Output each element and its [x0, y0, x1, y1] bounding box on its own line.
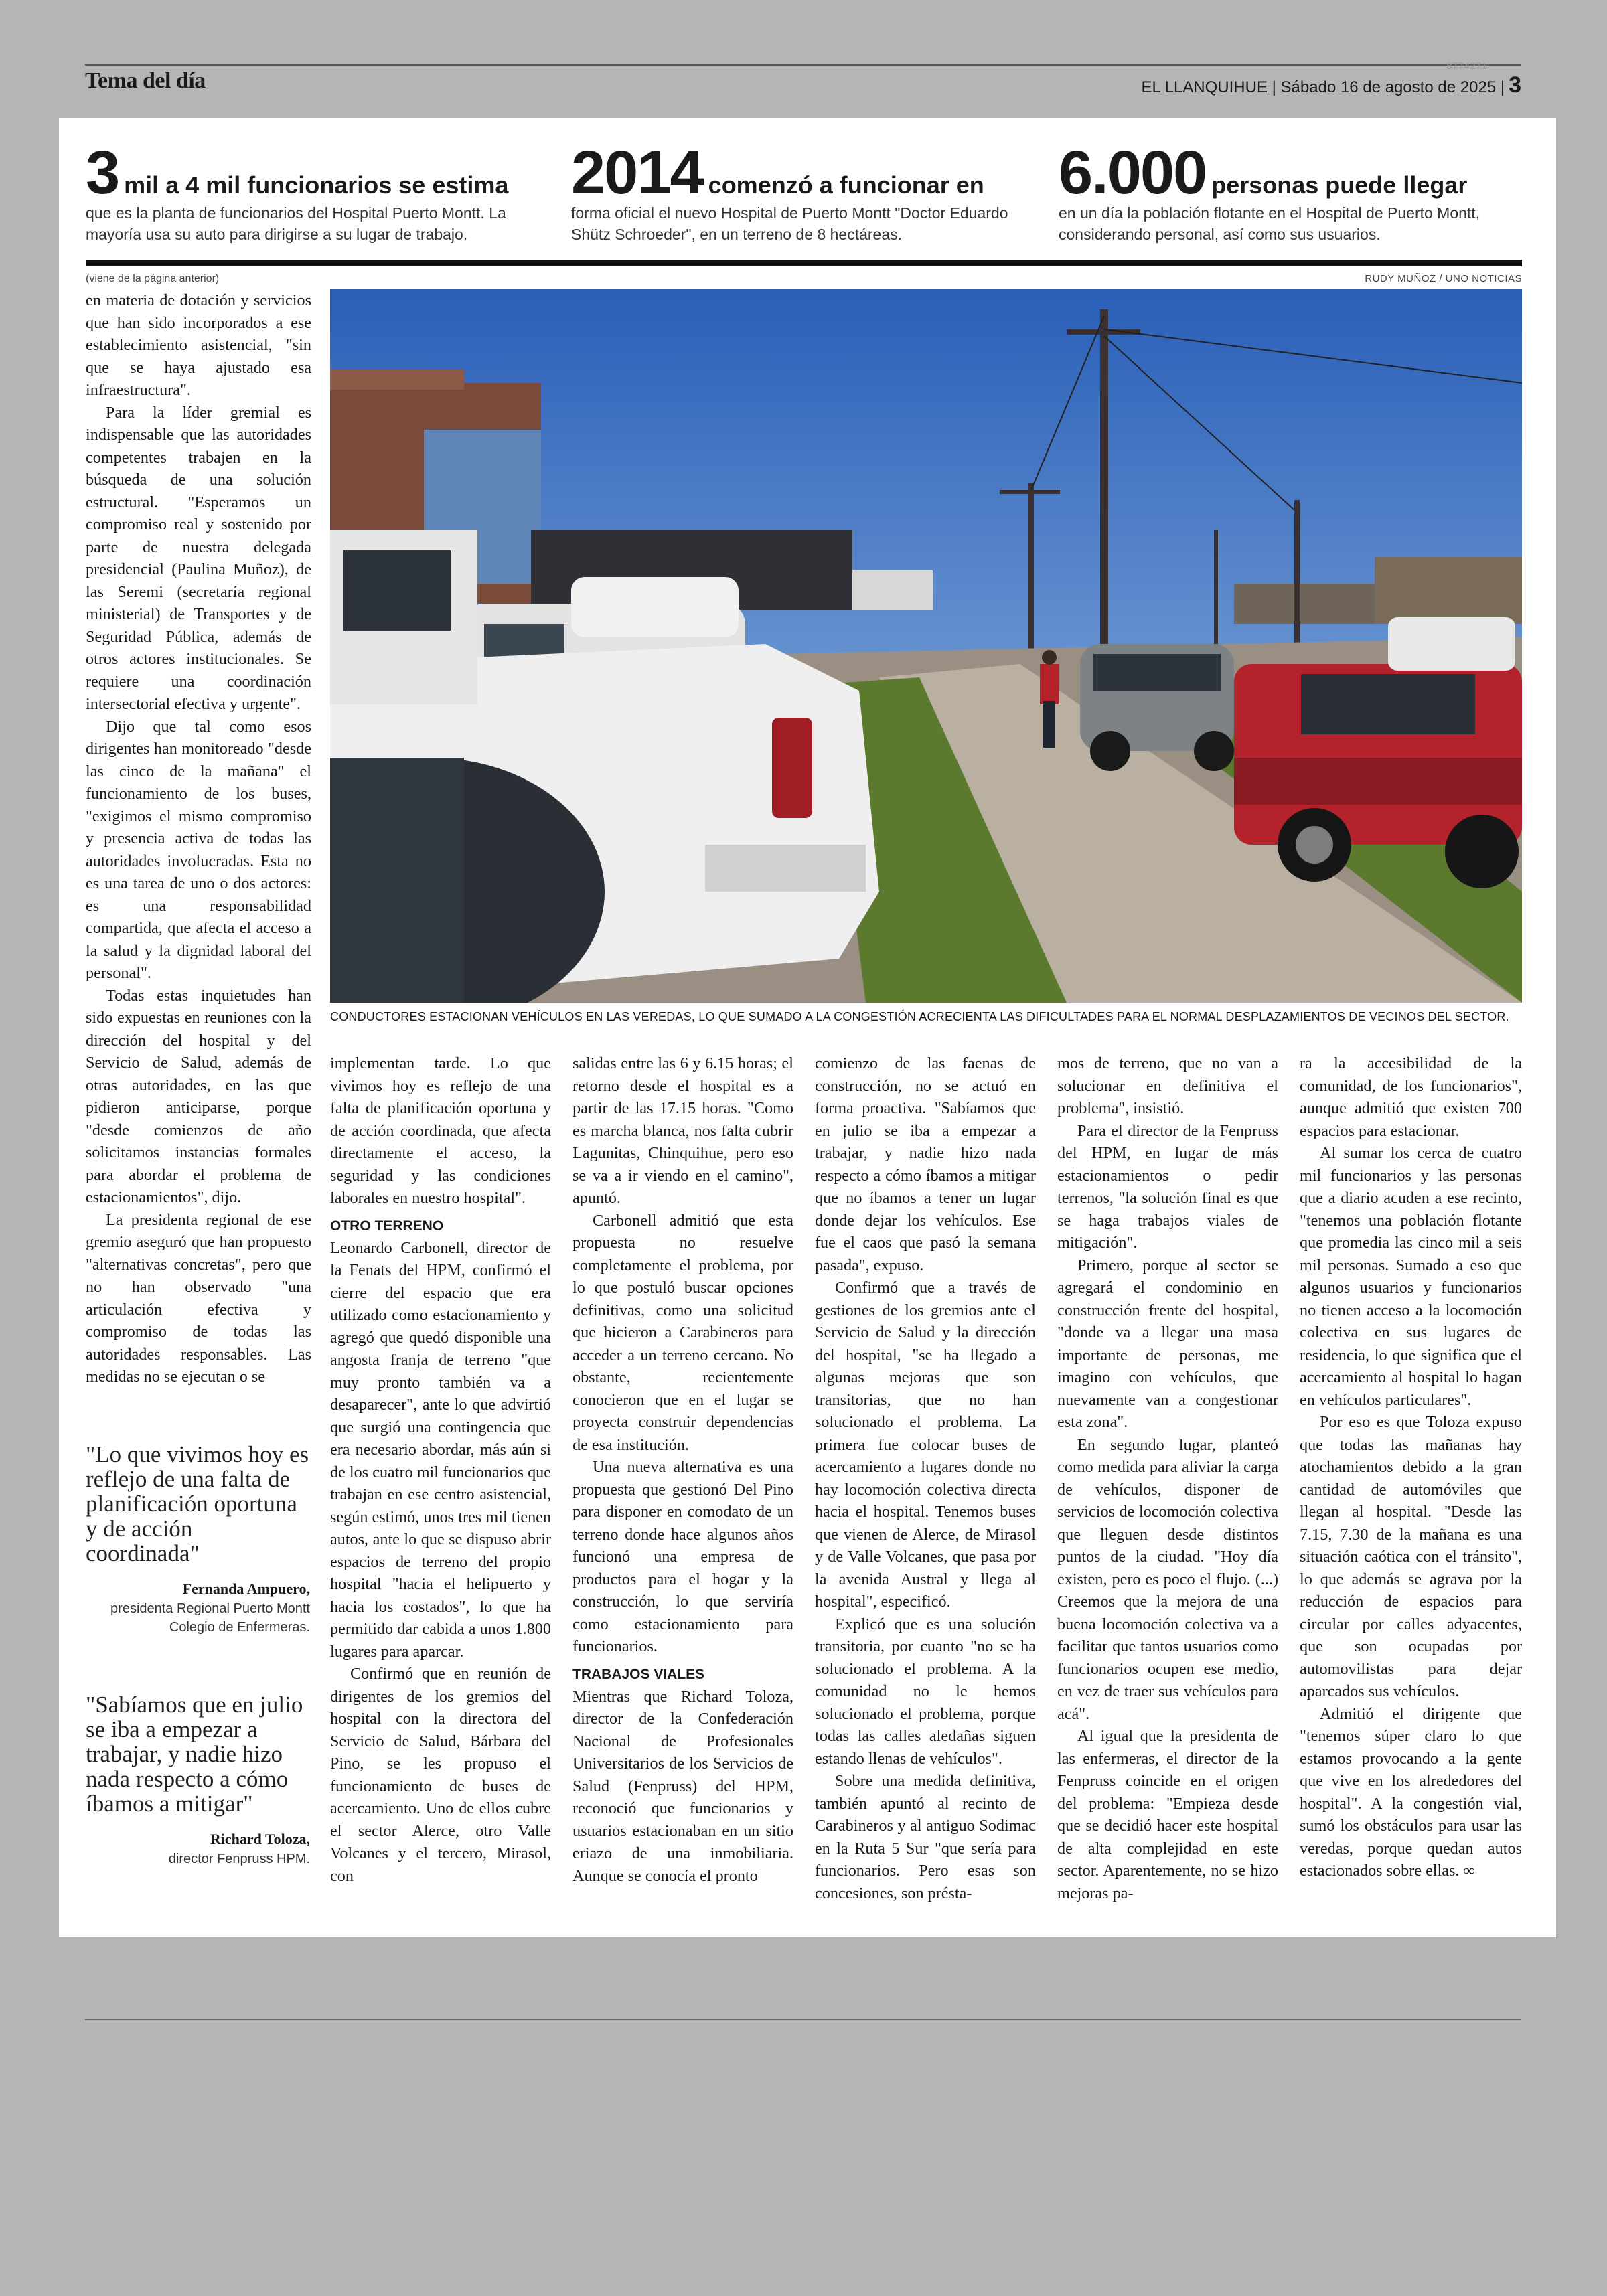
continuation-note: (viene de la página anterior) — [86, 273, 220, 284]
article-column-6 — [1300, 1052, 1522, 1882]
stats-row — [86, 139, 1522, 278]
paragraph: Al sumar los cerca de cuatro mil funcionarios y las personas que a diario acuden a ese recinto, "tenemos una población flotante que promedia las cinco mil a seis mil personas. Sumado a eso que algunos usuarios y funcionarios no tienen acceso a la locomoción colectiva en sus lugares de residencia, lo que significa que el acercamiento al hospital lo hagan en vehículos particulares". — [1300, 1144, 1522, 1409]
paragraph: Al igual que la presidenta de las enfermeras, el director de la Fenpruss coincide en el origen del problema: "Empieza desde que se decidió hacer este hospital de alta complejidad en este sector. Aparentemente, no se hizo mejoras pa- — [1057, 1727, 1278, 1902]
divider-rule — [86, 260, 1522, 266]
paragraph: Mientras que Richard Toloza, director de la Confederación Nacional de Profesionales Universitarios de los Servicios de Salud (Fenpruss) del HPM, reconoció que funcionarios y usuarios estacionaban en un sitio eriazo de una inmobiliaria. Aunque se conocía el pronto — [572, 1687, 793, 1885]
paragraph: implementan tarde. Lo que vivimos hoy es reflejo de una falta de planificación oportuna y de acción coordinada, que afecta directamente el acceso, la seguridad y las condiciones laborales en nuestro hospital". — [330, 1054, 551, 1207]
quote-text: "Lo que vivimos hoy es reflejo de una falta de planificación oportuna y de acción coordinada" — [86, 1441, 309, 1566]
subhead: OTRO TERRENO — [330, 1218, 444, 1234]
paragraph: Por eso es que Toloza expuso que todas las mañanas hay atochamientos debido a la gran cantidad de automóviles que llegan al hospital. "Desde las 7.15, 7.30 de la mañana es una situación caótica con el tránsito", lo que además se agrava por la reducción de espacios para circular por calles adyacentes, que son ocupadas por automovilistas para dejar aparcados sus vehículos. — [1300, 1413, 1522, 1700]
paragraph: Una nueva alternativa es una propuesta que gestionó Del Pino para disponer en comodato de un terreno donde hace algunos años funcionó una empresa de productos para el hogar y la construcción, lo que serviría como estacionamiento para funcionarios. — [572, 1458, 793, 1655]
section-label: Tema del día — [85, 68, 206, 93]
stat-number: 3 — [86, 139, 119, 207]
stat-headline: personas puede llegar — [1211, 171, 1468, 199]
quote-author: Fernanda Ampuero, — [182, 1580, 310, 1597]
paragraph: en materia de dotación y servicios que han sido incorporados a ese establecimiento asistencial, "sin que se haya ajustado esa infraestructura". — [86, 291, 311, 399]
paragraph: mos de terreno, que no van a solucionar en definitiva el problema", insistió. — [1057, 1054, 1278, 1117]
article-column-3 — [572, 1052, 793, 1887]
quote-author: Richard Toloza, — [210, 1831, 310, 1848]
stat-3 — [1059, 139, 1522, 245]
paragraph: Dijo que tal como esos dirigentes han monitoreado "desde las cinco de la mañana" el funcionamiento de los buses, "exigimos el mismo compromiso y presencia activa de todas las autoridades involucradas. Esta no es una tarea de uno o dos actores: es una responsabilidad compartida, que afecta el acceso a la salud y la dignidad laboral del personal". — [86, 717, 311, 982]
stat-number: 6.000 — [1059, 139, 1207, 207]
paragraph: Explicó que es una solución transitoria, por cuanto "no se ha solucionado el problema. A la comunidad no le hemos solucionado el problema, porque todas las calles aledañas siguen estando llenas de vehículos". — [815, 1615, 1036, 1768]
news-photo — [330, 289, 1522, 1003]
paragraph: Carbonell admitió que esta propuesta no resuelve completamente el problema, por lo que postuló buscar opciones definitivas, como una solicitud que hicieron a Carabineros para acceder a un terreno cercano. No obstante, recientemente conocieron que en el lugar se proyecta construir dependencias de esa institución. — [572, 1211, 793, 1454]
page-stamp: 8774271 — [1446, 60, 1488, 71]
subhead: TRABAJOS VIALES — [572, 1666, 705, 1682]
stat-number: 2014 — [571, 139, 703, 207]
quote-role: presidenta Regional Puerto Montt Colegio de Enfermeras. — [110, 1601, 310, 1635]
stat-description: forma oficial el nuevo Hospital de Puerto Montt "Doctor Eduardo Shütz Schroeder", en un terreno de 8 hectáreas. — [571, 204, 1008, 243]
newspaper-page — [59, 118, 1556, 1937]
pull-quote-2 — [86, 1692, 310, 1868]
publication-line: EL LLANQUIHUE | Sábado 16 de agosto de 2025 | — [1141, 78, 1505, 96]
stat-description: que es la planta de funcionarios del Hospital Puerto Montt. La mayoría usa su auto para dirigirse a su lugar de trabajo. — [86, 204, 506, 243]
paragraph: Confirmó que a través de gestiones de los gremios ante el Servicio de Salud y la dirección del hospital, "se ha llegado a algunas mejoras que son transitorias, que no han solucionado el problema. La primera fue colocar buses de acercamiento a lugares donde no hay locomoción colectiva directa hacia el hospital. Tenemos buses que vienen de Alerce, de Mirasol y de Valle Volcanes, que pasa por la avenida Austral y llega al hospital", especificó. — [815, 1279, 1036, 1611]
stat-1 — [86, 139, 548, 245]
paragraph: La presidenta regional de ese gremio aseguró que han propuesto "alternativas concretas", pero que no han observado "una articulación efectiva y compromiso de todas las autoridades responsables. Las medidas no se ejecutan o se — [86, 1210, 311, 1386]
article-column-5 — [1057, 1052, 1278, 1904]
photo-caption: CONDUCTORES ESTACIONAN VEHÍCULOS EN LAS VEREDAS, LO QUE SUMADO A LA CONGESTIÓN ACRECIENTA LAS DIFICULTADES PARA EL NORMAL DESPLAZAMIENTOS DE VECINOS DEL SECTOR. — [330, 1010, 1509, 1023]
article-column-1 — [86, 289, 311, 1388]
parking-photo-illustration — [330, 289, 1522, 1003]
paragraph: Confirmó que en reunión de dirigentes de los gremios del hospital con la directora del Servicio de Salud, Bárbara del Pino, se les propuso el funcionamiento de buses de acercamiento. Uno de ellos cubre el sector Alerce, otro Valle Volcanes y el tercero, Mirasol, con — [330, 1665, 551, 1885]
stat-headline: mil a 4 mil funcionarios se estima — [124, 171, 509, 199]
paragraph: Para el director de la Fenpruss del HPM, en lugar de más estacionamientos o pedir terrenos, "la solución final es que se haga trabajos viales de mitigación". — [1057, 1121, 1278, 1252]
paragraph: comienzo de las faenas de construcción, no se actuó en forma proactiva. "Sabíamos que en julio se iba a empezar a trabajar, y nadie hizo nada respecto a cómo íbamos a mitigar que no íbamos a tener un lugar donde dejar los vehículos. Ese fue el caos que pasó la semana pasada", expuso. — [815, 1054, 1036, 1275]
article-column-2 — [330, 1052, 551, 1887]
paragraph: Primero, porque al sector se agregará el condominio en construcción frente del hospital, "donde va a llegar una masa importante de personas, me imagino con vehículos, que nuevamente van a congestionar esta zona". — [1057, 1256, 1278, 1431]
paragraph: En segundo lugar, planteó como medida para aliviar la carga de vehículos, disponer de servicios de locomoción colectiva que lleguen desde distintos puntos de la ciudad. "Hoy día existen, pero es poco el flujo. (...) Creemos que la mejora de una buena locomoción colectiva va a facilitar que tantos usuarios como funcionarios ocupen ese medio, en vez de traer sus vehículos para acá". — [1057, 1435, 1278, 1723]
stat-headline: comenzó a funcionar en — [708, 171, 984, 199]
paragraph: Leonardo Carbonell, director de la Fenats del HPM, confirmó el cierre del espacio que era utilizado como estacionamiento y agregó que quedó disponible una angosta franja de terreno "que muy pronto también va a desaparecer", ante lo que advirtió que surgió una contingencia que era necesario abordar, más aún si de los cuatro mil funcionarios que trabajan en ese centro asistencial, según estimó, unos tres mil tienen autos, ante lo que se dispuso abrir espacios de terreno del propio hospital "hacia el helipuerto y hacia los costados", lo que ha permitido dar cabida a unos 1.800 lugares para aparcar. — [330, 1238, 551, 1661]
page-number: 3 — [1509, 72, 1521, 98]
bottom-rule — [85, 2019, 1521, 2020]
quote-role: director Fenpruss HPM. — [168, 1852, 310, 1866]
photo-credit: RUDY MUÑOZ / UNO NOTICIAS — [1365, 273, 1522, 284]
stat-2 — [571, 139, 1033, 245]
page-header — [85, 60, 1521, 99]
quote-text: "Sabíamos que en julio se iba a empezar a trabajar, y nadie hizo nada respecto a cómo íbamos a mitigar" — [86, 1692, 303, 1817]
folio — [1141, 72, 1521, 98]
paragraph: salidas entre las 6 y 6.15 horas; el retorno desde el hospital es a partir de las 17.15 horas. "Como es marcha blanca, nos falta cubrir Lagunitas, Chinquihue, pero eso se va a ir viendo en el camino", apuntó. — [572, 1054, 793, 1207]
paragraph: Todas estas inquietudes han sido expuestas en reuniones con la dirección del hospital y del Servicio de Salud, además de otras autoridades, en las que pidieron anticiparse, porque "desde comienzos de año solicitamos instancias formales para abordar el problema de estacionamientos", dijo. — [86, 986, 311, 1206]
stat-description: en un día la población flotante en el Hospital de Puerto Montt, considerando personal, así como sus usuarios. — [1059, 204, 1480, 243]
paragraph: Sobre una medida definitiva, también apuntó al recinto de Carabineros y al antiguo Sodimac en la Ruta 5 Sur "que sería para funcionarios. Pero esas son concesiones, son présta- — [815, 1772, 1036, 1902]
pull-quote-1 — [86, 1442, 310, 1637]
paragraph: Para la líder gremial es indispensable que las autoridades competentes trabajen en la búsqueda de una solución estructural. "Esperamos un compromiso real y sostenido por parte de nuestra delegada presidencial (Paulina Muñoz), de las Seremi (secretaría regional ministerial) de Transportes y de Seguridad Pública, además de otros actores institucionales. Se requiere una coordinación intersectorial efectiva y urgente". — [86, 403, 311, 713]
article-column-4 — [815, 1052, 1036, 1904]
paragraph: ra la accesibilidad de la comunidad, de los funcionarios", aunque admitió que existen 700 espacios para estacionar. — [1300, 1054, 1522, 1140]
paragraph: Admitió el dirigente que "tenemos súper claro lo que estamos provocando a la gente que vive en los alrededores del hospital". A la congestión vial, sumó los obstáculos para usar las veredas, porque quedan autos estacionados sobre ellas. ∞ — [1300, 1704, 1522, 1880]
